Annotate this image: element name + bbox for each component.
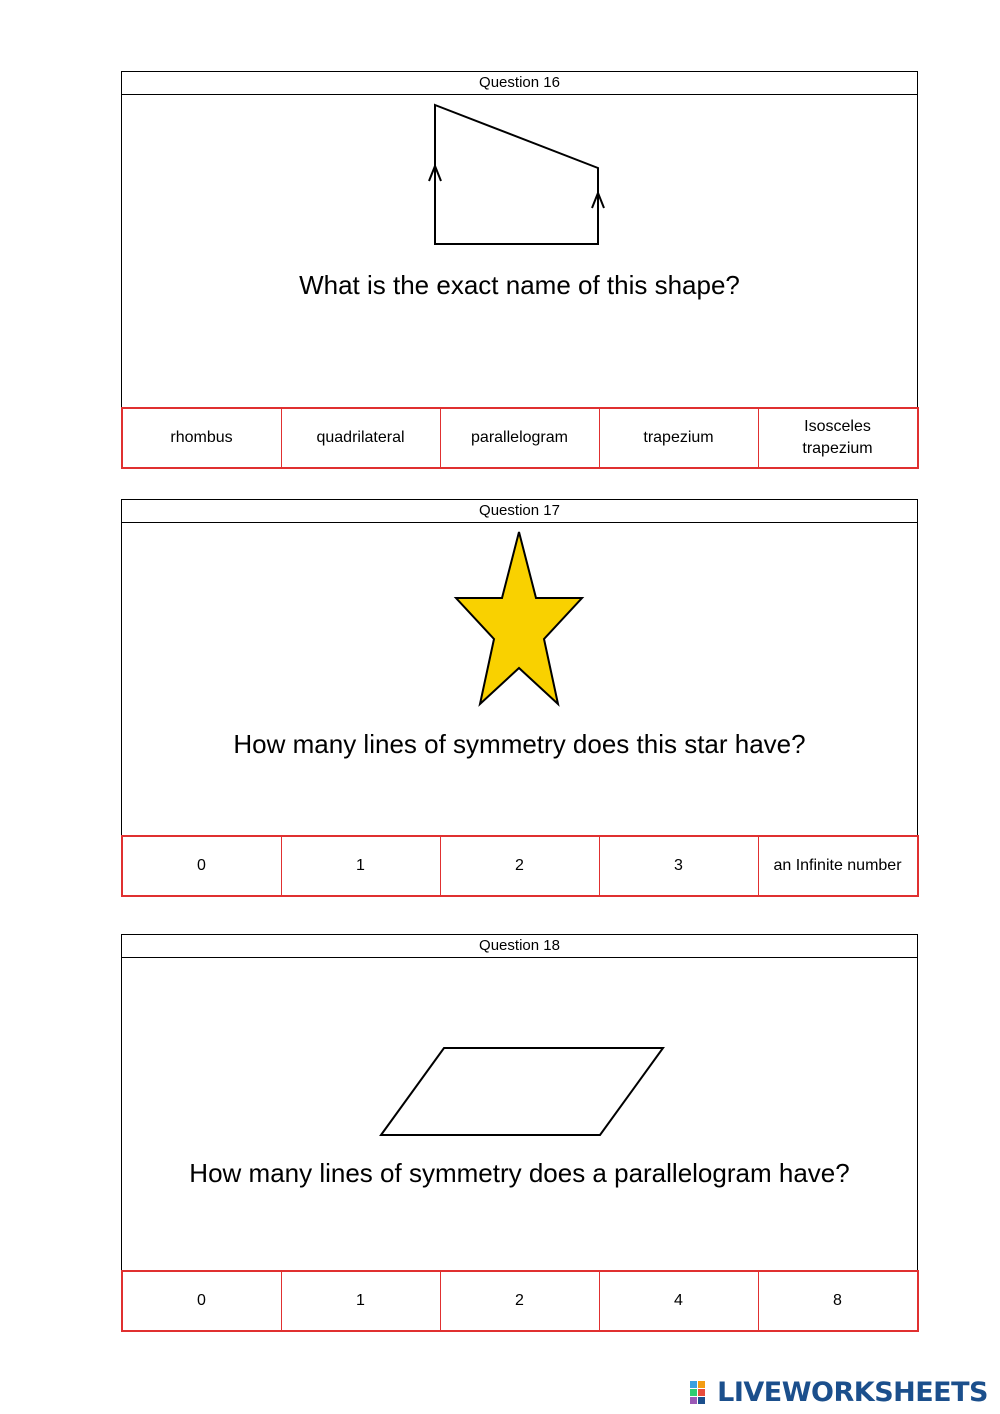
answer-option[interactable]: 2 — [440, 837, 599, 895]
question-title: Question 16 — [122, 72, 917, 95]
answer-option[interactable]: an Infinite number — [758, 837, 919, 895]
liveworksheets-logo[interactable] — [690, 1377, 988, 1408]
question-card-18 — [121, 934, 918, 1331]
answer-option[interactable]: 8 — [758, 1272, 919, 1330]
question-prompt: What is the exact name of this shape? — [299, 270, 740, 300]
question-title: Question 17 — [122, 500, 917, 523]
question-card-17 — [121, 499, 918, 896]
answer-option[interactable]: 0 — [121, 837, 281, 895]
question-card-16 — [121, 71, 918, 468]
answer-options — [121, 407, 919, 469]
brand-name: LIVEWORKSHEETS — [717, 1377, 988, 1408]
question-title: Question 18 — [122, 935, 917, 958]
answer-option[interactable]: 1 — [281, 1272, 440, 1330]
answer-option[interactable]: 1 — [281, 837, 440, 895]
question-prompt: How many lines of symmetry does this star have? — [233, 729, 806, 759]
liveworksheets-logo-icon — [690, 1381, 714, 1405]
answer-options — [121, 835, 919, 897]
answer-option[interactable]: Isosceles trapezium — [758, 409, 919, 467]
answer-option[interactable]: quadrilateral — [281, 409, 440, 467]
answer-option[interactable]: 4 — [599, 1272, 758, 1330]
star-shape — [456, 532, 582, 704]
answer-option[interactable]: 2 — [440, 1272, 599, 1330]
answer-option[interactable]: rhombus — [121, 409, 281, 467]
question-prompt: How many lines of symmetry does a parallelogram have? — [189, 1158, 850, 1188]
answer-option[interactable]: trapezium — [599, 409, 758, 467]
answer-option[interactable]: 3 — [599, 837, 758, 895]
answer-options — [121, 1270, 919, 1332]
answer-option[interactable]: 0 — [121, 1272, 281, 1330]
answer-option[interactable]: parallelogram — [440, 409, 599, 467]
